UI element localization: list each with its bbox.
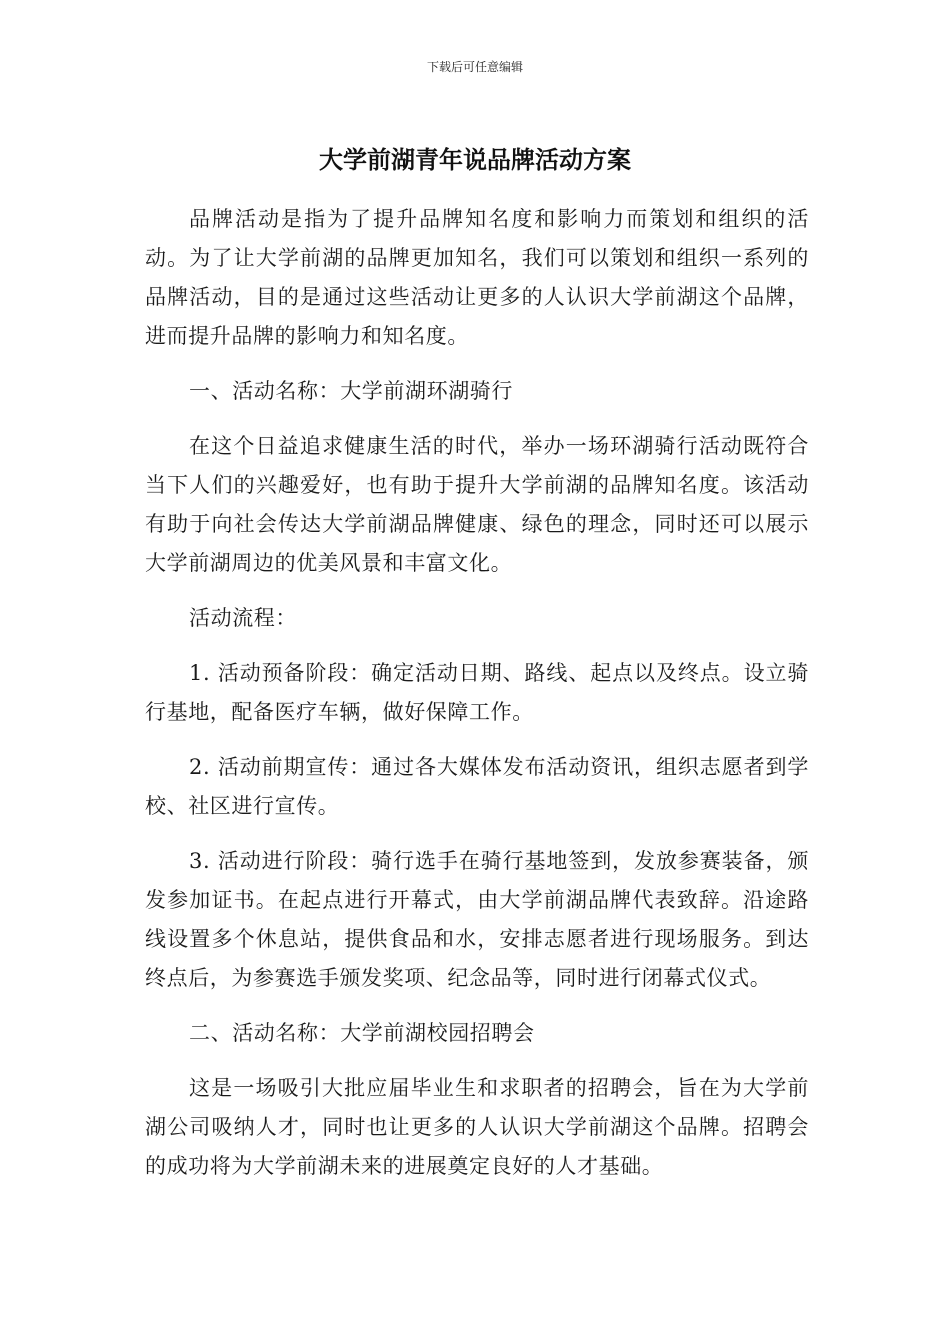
- section-heading-cycling: 一、活动名称：大学前湖环湖骑行: [189, 379, 513, 403]
- document-title: 大学前湖青年说品牌活动方案: [319, 146, 631, 174]
- process-step-3: 3. 活动进行阶段：骑行选手在骑行基地签到，发放参赛装备，颁发参加证书。在起点进行开幕式，由大学前湖品牌代表致辞。沿途路线设置多个休息站，提供食品和水，安排志愿者进行现场服务。到达终点后，为参赛选手颁发奖项、纪念品等，同时进行闭幕式仪式。: [145, 849, 809, 990]
- process-heading: 活动流程：: [189, 606, 297, 630]
- section-heading-job-fair: 二、活动名称：大学前湖校园招聘会: [189, 1021, 535, 1045]
- process-step-1: 1. 活动预备阶段：确定活动日期、路线、起点以及终点。设立骑行基地，配备医疗车辆，做好保障工作。: [145, 661, 809, 724]
- cycling-description: 在这个日益追求健康生活的时代，举办一场环湖骑行活动既符合当下人们的兴趣爱好，也有助于提升大学前湖的品牌知名度。该活动有助于向社会传达大学前湖品牌健康、绿色的理念，同时还可以展示大学前湖周边的优美风景和丰富文化。: [145, 434, 809, 575]
- document-body: [145, 200, 809, 1186]
- header-note: 下载后可任意编辑: [426, 60, 523, 74]
- job-fair-description: 这是一场吸引大批应届毕业生和求职者的招聘会，旨在为大学前湖公司吸纳人才，同时也让更多的人认识大学前湖这个品牌。招聘会的成功将为大学前湖未来的进展奠定良好的人才基础。: [145, 1076, 809, 1178]
- intro-paragraph: 品牌活动是指为了提升品牌知名度和影响力而策划和组织的活动。为了让大学前湖的品牌更加知名，我们可以策划和组织一系列的品牌活动，目的是通过这些活动让更多的人认识大学前湖这个品牌，进而提升品牌的影响力和知名度。: [145, 207, 809, 348]
- process-step-2: 2. 活动前期宣传：通过各大媒体发布活动资讯，组织志愿者到学校、社区进行宣传。: [145, 755, 809, 818]
